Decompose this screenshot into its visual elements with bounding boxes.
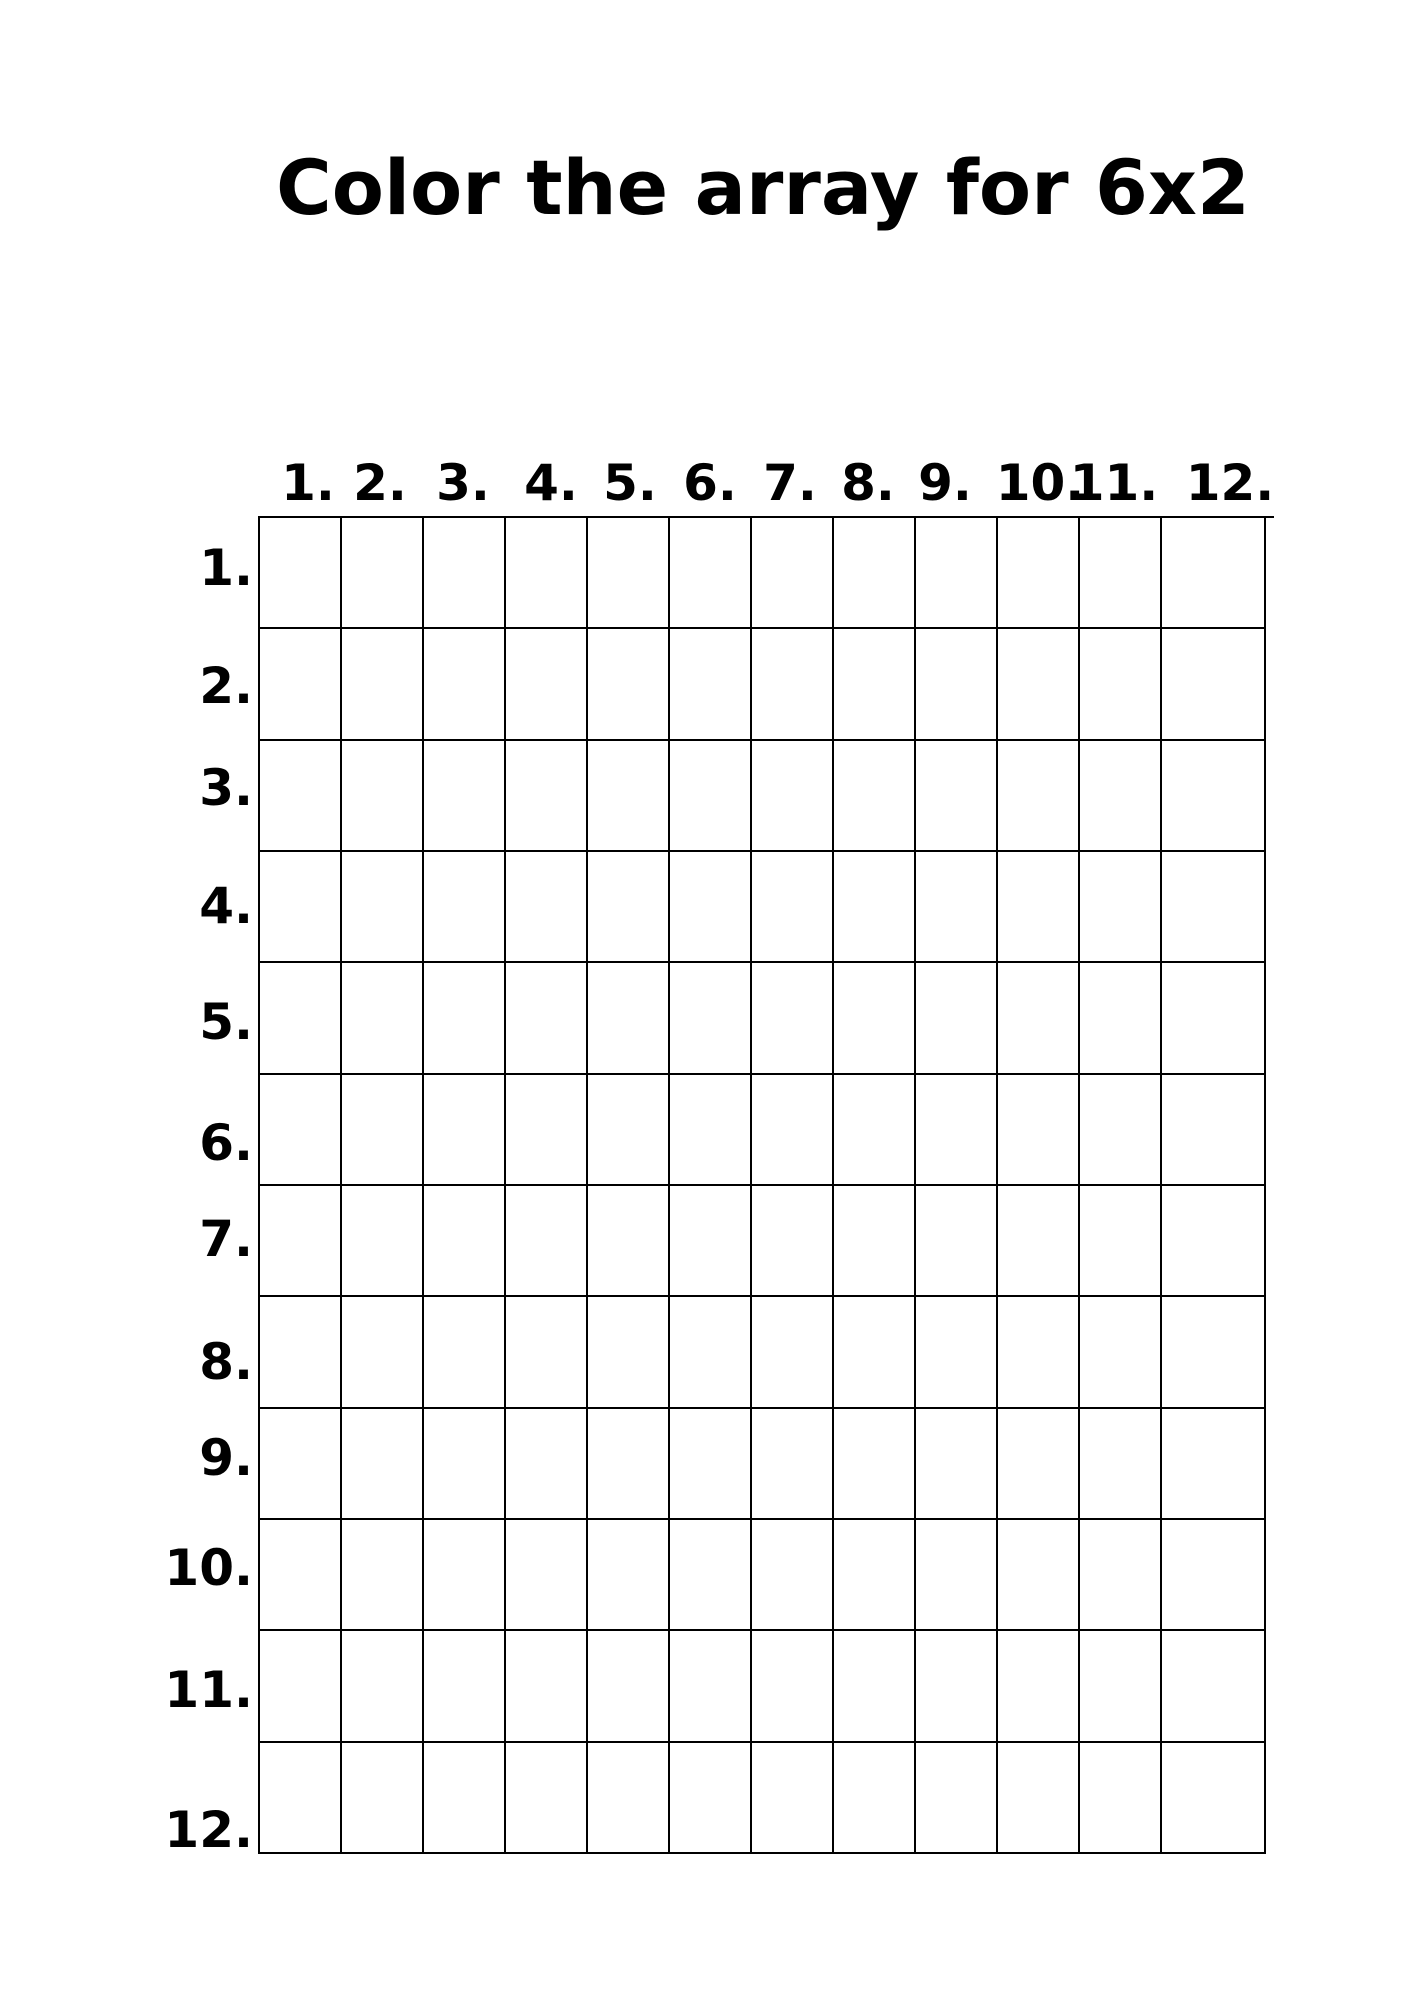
grid-cell[interactable] bbox=[260, 741, 342, 852]
row-label: 3. bbox=[199, 759, 253, 817]
grid-cell[interactable] bbox=[834, 629, 916, 740]
column-label: 9. bbox=[918, 454, 972, 512]
grid-cell[interactable] bbox=[1080, 1186, 1162, 1297]
grid-cell[interactable] bbox=[506, 741, 588, 852]
grid-cell[interactable] bbox=[424, 1520, 506, 1631]
grid-cell[interactable] bbox=[916, 1297, 998, 1408]
grid-cell[interactable] bbox=[424, 963, 506, 1074]
grid-cell[interactable] bbox=[1080, 1297, 1162, 1408]
grid-cell[interactable] bbox=[752, 629, 834, 740]
grid-cell[interactable] bbox=[1162, 629, 1266, 740]
grid-cell[interactable] bbox=[424, 741, 506, 852]
grid-cell[interactable] bbox=[834, 852, 916, 963]
grid-cell[interactable] bbox=[998, 1631, 1080, 1742]
column-label: 2. bbox=[353, 454, 407, 512]
grid-cell[interactable] bbox=[588, 1520, 670, 1631]
grid-cell[interactable] bbox=[1162, 1520, 1266, 1631]
grid-cell[interactable] bbox=[424, 1631, 506, 1742]
grid-cell[interactable] bbox=[998, 963, 1080, 1074]
grid-cell[interactable] bbox=[506, 1075, 588, 1186]
grid-cell[interactable] bbox=[998, 518, 1080, 629]
grid-cell[interactable] bbox=[342, 1186, 424, 1297]
grid-cell[interactable] bbox=[998, 629, 1080, 740]
grid-cell[interactable] bbox=[670, 963, 752, 1074]
grid-cell[interactable] bbox=[342, 963, 424, 1074]
column-label: 4. bbox=[524, 454, 578, 512]
grid-cell[interactable] bbox=[670, 1631, 752, 1742]
grid-cell[interactable] bbox=[588, 1631, 670, 1742]
grid-cell[interactable] bbox=[834, 1520, 916, 1631]
grid-cell[interactable] bbox=[1080, 1631, 1162, 1742]
grid-cell[interactable] bbox=[1080, 1743, 1162, 1854]
grid-cell[interactable] bbox=[834, 1186, 916, 1297]
grid-cell[interactable] bbox=[260, 1631, 342, 1742]
grid-cell[interactable] bbox=[342, 1409, 424, 1520]
grid-cell[interactable] bbox=[506, 1297, 588, 1408]
grid-cell[interactable] bbox=[260, 1297, 342, 1408]
grid-cell[interactable] bbox=[506, 1186, 588, 1297]
grid-cell[interactable] bbox=[424, 518, 506, 629]
grid-cell[interactable] bbox=[916, 1409, 998, 1520]
grid-cell[interactable] bbox=[260, 1743, 342, 1854]
row-label: 12. bbox=[164, 1801, 253, 1859]
grid-cell[interactable] bbox=[752, 1186, 834, 1297]
grid-cell[interactable] bbox=[1162, 1297, 1266, 1408]
grid-cell[interactable] bbox=[260, 1520, 342, 1631]
grid-cell[interactable] bbox=[1080, 1409, 1162, 1520]
grid-cell[interactable] bbox=[1162, 963, 1266, 1074]
grid-cell[interactable] bbox=[1080, 1075, 1162, 1186]
grid-cell[interactable] bbox=[342, 518, 424, 629]
grid-cell[interactable] bbox=[834, 518, 916, 629]
grid-cell[interactable] bbox=[670, 1075, 752, 1186]
grid-cell[interactable] bbox=[424, 629, 506, 740]
grid-cell[interactable] bbox=[1162, 1186, 1266, 1297]
grid-cell[interactable] bbox=[424, 1297, 506, 1408]
grid-cell[interactable] bbox=[506, 629, 588, 740]
grid-cell[interactable] bbox=[916, 1743, 998, 1854]
grid-cell[interactable] bbox=[752, 963, 834, 1074]
grid-cell[interactable] bbox=[834, 1297, 916, 1408]
grid-cell[interactable] bbox=[260, 1075, 342, 1186]
grid-cell[interactable] bbox=[342, 741, 424, 852]
grid-cell[interactable] bbox=[670, 1409, 752, 1520]
grid-cell[interactable] bbox=[424, 1743, 506, 1854]
grid-cell[interactable] bbox=[260, 518, 342, 629]
grid-cell[interactable] bbox=[752, 1520, 834, 1631]
grid-cell[interactable] bbox=[916, 963, 998, 1074]
grid-cell[interactable] bbox=[670, 518, 752, 629]
grid-cell[interactable] bbox=[1080, 741, 1162, 852]
grid-cell[interactable] bbox=[506, 852, 588, 963]
grid-cell[interactable] bbox=[260, 629, 342, 740]
grid-cell[interactable] bbox=[342, 1520, 424, 1631]
grid-cell[interactable] bbox=[260, 1409, 342, 1520]
grid-cell[interactable] bbox=[424, 1186, 506, 1297]
grid-cell[interactable] bbox=[506, 1743, 588, 1854]
grid-cell[interactable] bbox=[588, 1186, 670, 1297]
grid-cell[interactable] bbox=[998, 1075, 1080, 1186]
grid-cell[interactable] bbox=[1080, 518, 1162, 629]
grid-cell[interactable] bbox=[342, 1297, 424, 1408]
grid-cell[interactable] bbox=[260, 1186, 342, 1297]
row-label: 2. bbox=[199, 657, 253, 715]
grid-cell[interactable] bbox=[916, 629, 998, 740]
column-label: 6. bbox=[683, 454, 737, 512]
grid-cell[interactable] bbox=[506, 1520, 588, 1631]
grid-cell[interactable] bbox=[588, 741, 670, 852]
grid-cell[interactable] bbox=[916, 518, 998, 629]
grid-cell[interactable] bbox=[998, 1520, 1080, 1631]
grid-cell[interactable] bbox=[834, 1743, 916, 1854]
grid-cell[interactable] bbox=[752, 1409, 834, 1520]
grid-cell[interactable] bbox=[834, 741, 916, 852]
grid-cell[interactable] bbox=[670, 629, 752, 740]
grid-cell[interactable] bbox=[670, 1297, 752, 1408]
row-label: 4. bbox=[199, 877, 253, 935]
row-label: 1. bbox=[199, 539, 253, 597]
grid-cell[interactable] bbox=[1080, 629, 1162, 740]
row-label: 7. bbox=[199, 1210, 253, 1268]
grid-cell[interactable] bbox=[752, 1631, 834, 1742]
column-label: 5. bbox=[603, 454, 657, 512]
grid-cell[interactable] bbox=[670, 1186, 752, 1297]
grid-cell[interactable] bbox=[588, 629, 670, 740]
grid-cell[interactable] bbox=[916, 852, 998, 963]
grid-cell[interactable] bbox=[506, 1631, 588, 1742]
grid-cell[interactable] bbox=[752, 1075, 834, 1186]
column-label: 1. bbox=[281, 454, 335, 512]
column-label: 7. bbox=[763, 454, 817, 512]
grid-cell[interactable] bbox=[506, 963, 588, 1074]
grid-cell[interactable] bbox=[342, 1631, 424, 1742]
grid-cell[interactable] bbox=[1162, 1409, 1266, 1520]
column-label: 11. bbox=[1069, 454, 1159, 512]
grid-cell[interactable] bbox=[424, 1409, 506, 1520]
grid-cell[interactable] bbox=[506, 1409, 588, 1520]
grid-cell[interactable] bbox=[998, 741, 1080, 852]
row-label: 11. bbox=[164, 1661, 253, 1719]
grid-cell[interactable] bbox=[588, 1075, 670, 1186]
page-title: Color the array for 6x2 bbox=[276, 143, 1250, 232]
grid-cell[interactable] bbox=[1162, 852, 1266, 963]
grid-cell[interactable] bbox=[260, 852, 342, 963]
row-label: 8. bbox=[199, 1333, 253, 1391]
grid-cell[interactable] bbox=[834, 963, 916, 1074]
grid-cell[interactable] bbox=[342, 1075, 424, 1186]
row-label: 10. bbox=[164, 1539, 253, 1597]
grid-cell[interactable] bbox=[1162, 1743, 1266, 1854]
column-label: 3. bbox=[436, 454, 490, 512]
grid-cell[interactable] bbox=[752, 518, 834, 629]
grid-cell[interactable] bbox=[588, 1409, 670, 1520]
grid-cell[interactable] bbox=[588, 963, 670, 1074]
grid-cell[interactable] bbox=[670, 741, 752, 852]
grid-cell[interactable] bbox=[588, 518, 670, 629]
grid-cell[interactable] bbox=[916, 1075, 998, 1186]
column-label: 12. bbox=[1185, 454, 1275, 512]
grid-cell[interactable] bbox=[588, 1297, 670, 1408]
grid-cell[interactable] bbox=[1080, 1520, 1162, 1631]
grid-cell[interactable] bbox=[834, 1409, 916, 1520]
grid-cell[interactable] bbox=[670, 852, 752, 963]
row-label: 9. bbox=[199, 1429, 253, 1487]
grid-cell[interactable] bbox=[670, 1743, 752, 1854]
grid-cell[interactable] bbox=[752, 1743, 834, 1854]
grid-cell[interactable] bbox=[260, 963, 342, 1074]
column-label: 10. bbox=[995, 454, 1085, 512]
grid-cell[interactable] bbox=[998, 1297, 1080, 1408]
grid-cell[interactable] bbox=[752, 741, 834, 852]
row-label: 5. bbox=[199, 993, 253, 1051]
grid-cell[interactable] bbox=[916, 1520, 998, 1631]
array-grid bbox=[258, 516, 1274, 1854]
grid-cell[interactable] bbox=[998, 852, 1080, 963]
grid-cell[interactable] bbox=[588, 852, 670, 963]
grid-cell[interactable] bbox=[752, 852, 834, 963]
grid-cell[interactable] bbox=[1162, 1631, 1266, 1742]
grid-cell[interactable] bbox=[424, 1075, 506, 1186]
grid-cell[interactable] bbox=[670, 1520, 752, 1631]
grid-cell[interactable] bbox=[998, 1409, 1080, 1520]
grid-cell[interactable] bbox=[1162, 1075, 1266, 1186]
grid-cell[interactable] bbox=[834, 1075, 916, 1186]
grid-cell[interactable] bbox=[916, 1631, 998, 1742]
row-label: 6. bbox=[199, 1114, 253, 1172]
grid-cell[interactable] bbox=[1162, 518, 1266, 629]
grid-cell[interactable] bbox=[1162, 741, 1266, 852]
grid-cell[interactable] bbox=[752, 1297, 834, 1408]
grid-cell[interactable] bbox=[424, 852, 506, 963]
grid-cell[interactable] bbox=[1080, 852, 1162, 963]
grid-cell[interactable] bbox=[342, 629, 424, 740]
grid-cell[interactable] bbox=[834, 1631, 916, 1742]
grid-cell[interactable] bbox=[916, 741, 998, 852]
grid-cell[interactable] bbox=[998, 1186, 1080, 1297]
grid-cell[interactable] bbox=[588, 1743, 670, 1854]
grid-cell[interactable] bbox=[342, 1743, 424, 1854]
grid-cell[interactable] bbox=[506, 518, 588, 629]
grid-cell[interactable] bbox=[998, 1743, 1080, 1854]
grid-cell[interactable] bbox=[916, 1186, 998, 1297]
column-label: 8. bbox=[841, 454, 895, 512]
grid-cell[interactable] bbox=[1080, 963, 1162, 1074]
grid-cell[interactable] bbox=[342, 852, 424, 963]
